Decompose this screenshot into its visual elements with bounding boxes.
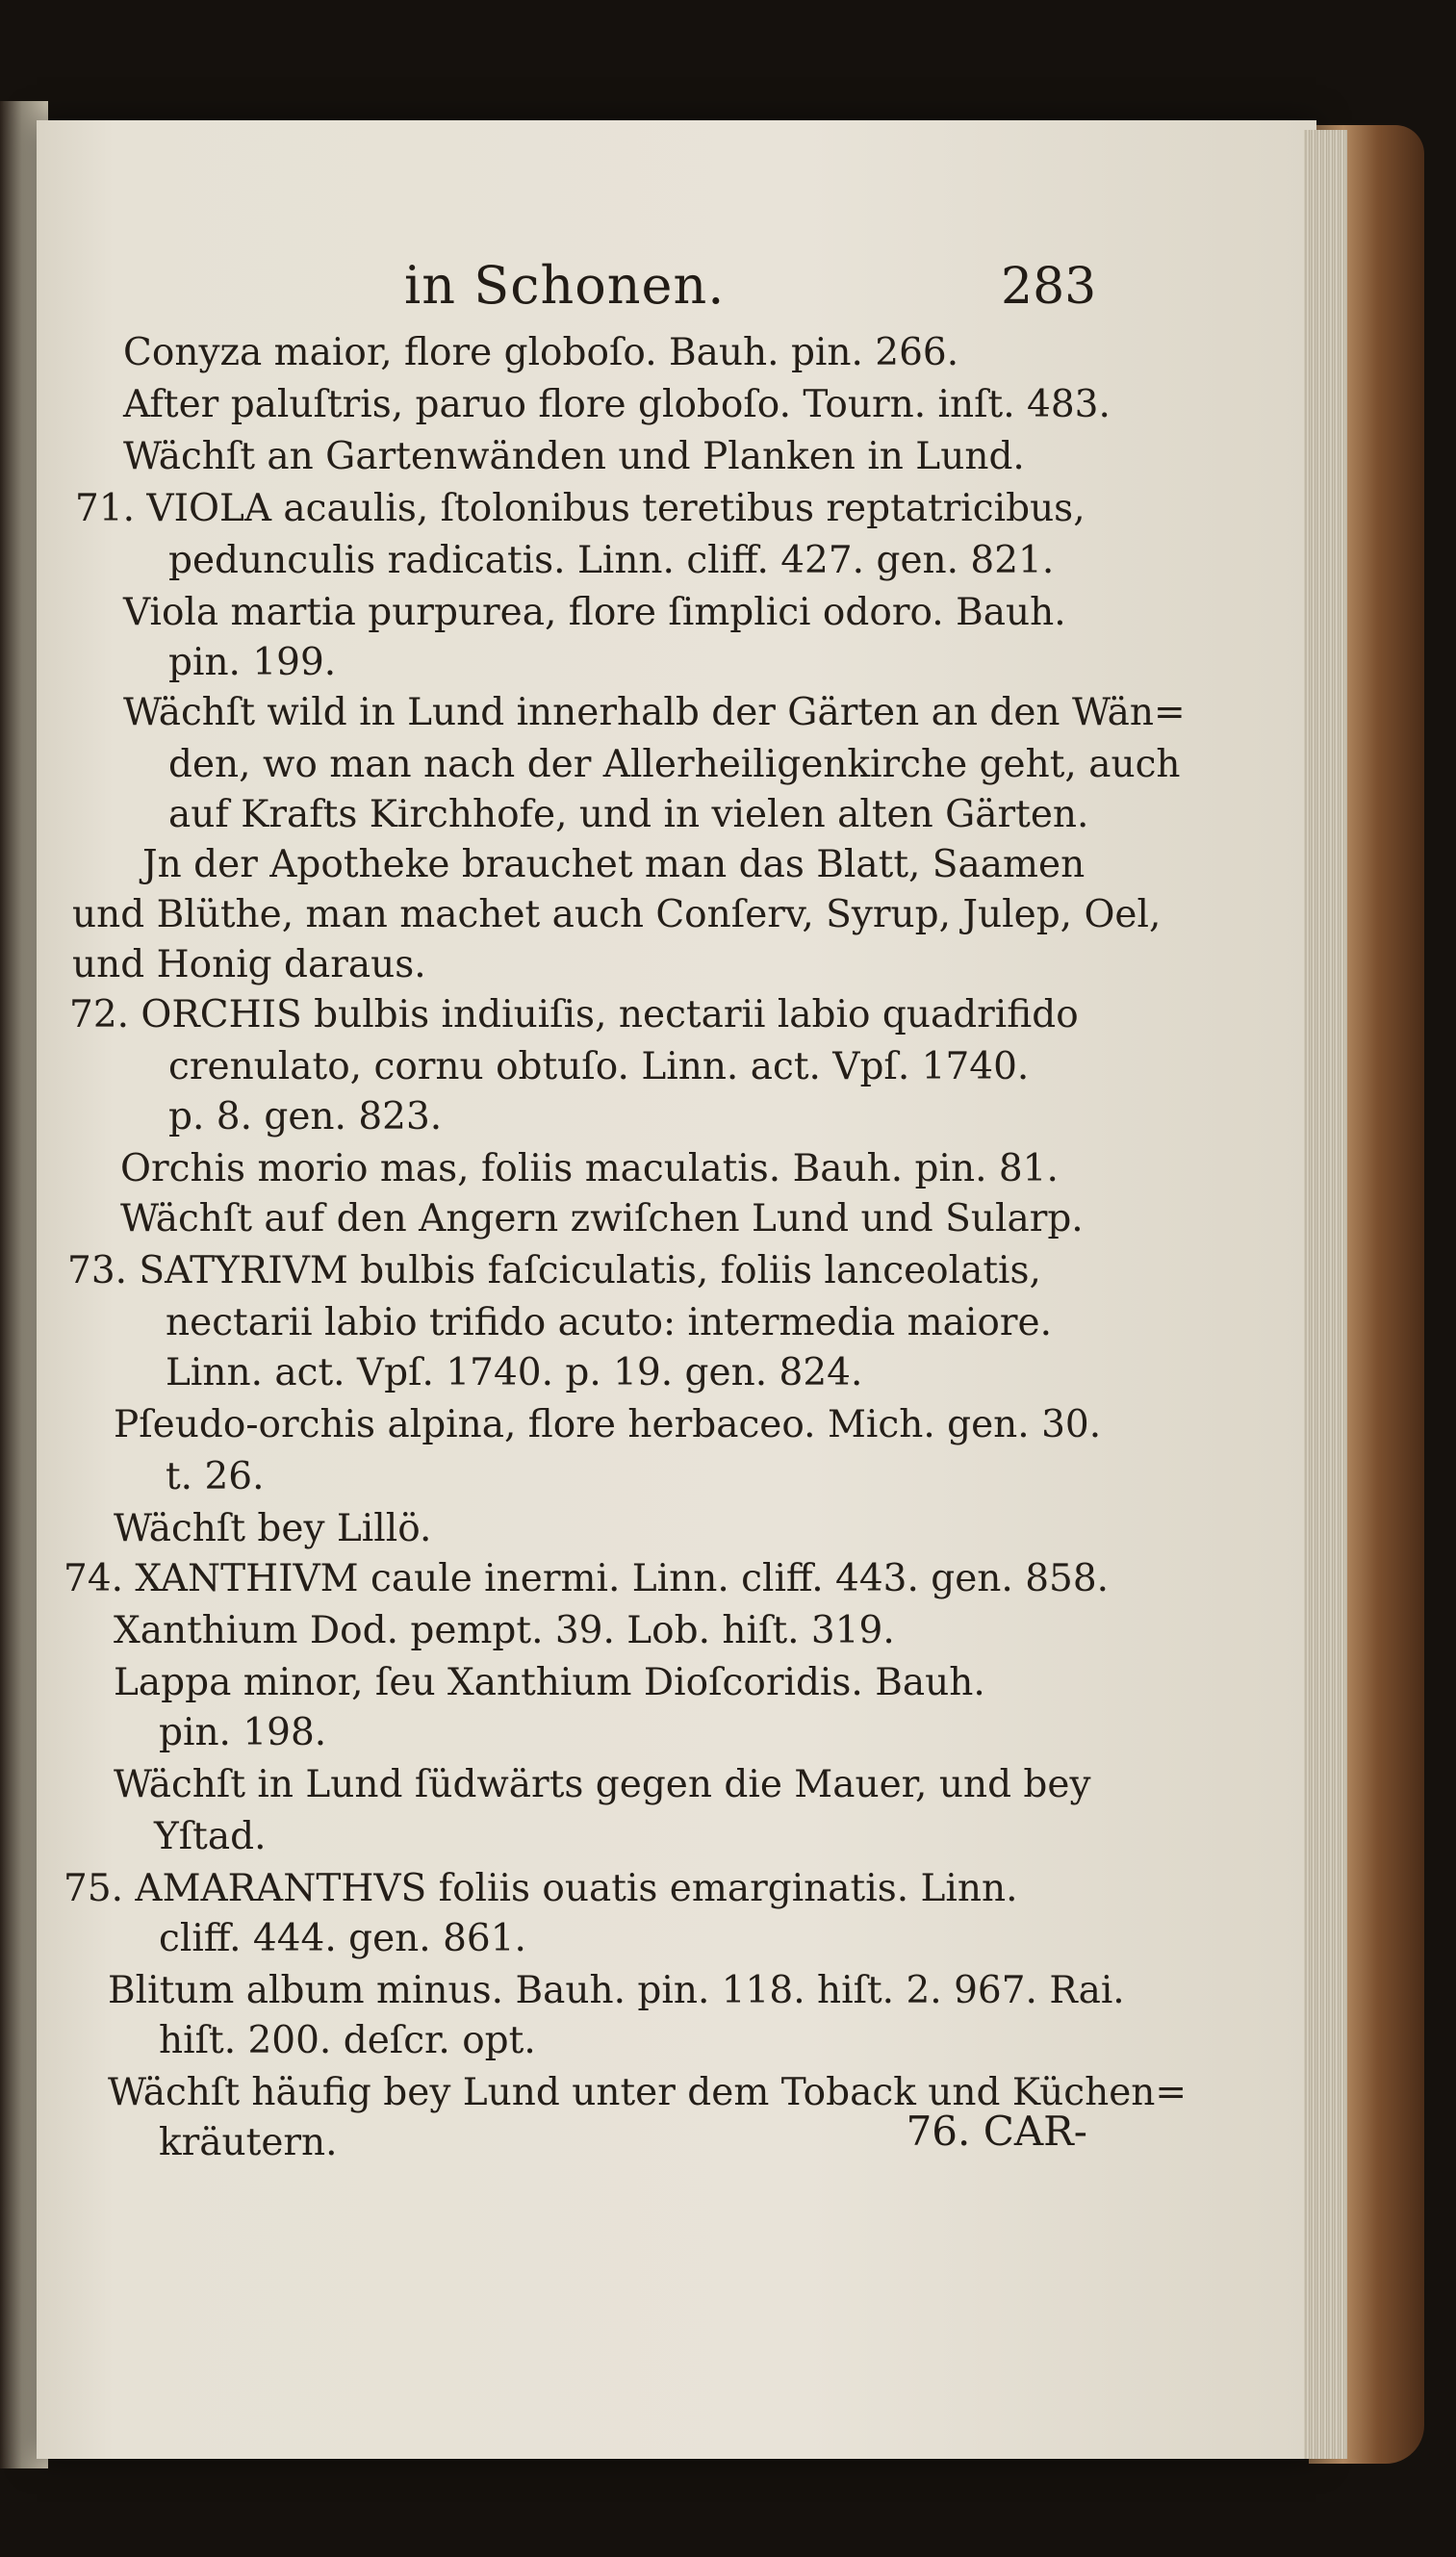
text-line: Pſeudo-orchis alpina, flore herbaceo. Mich. gen. 30.: [114, 1403, 1102, 1446]
text-line: Conyza maior, flore globoſo. Bauh. pin. 266.: [123, 331, 959, 374]
running-title: in Schonen.: [404, 255, 726, 316]
text-line: 72. ORCHIS bulbis indiuiſis, nectarii labio quadrifido: [69, 993, 1079, 1036]
text-line: Yſtad.: [154, 1815, 267, 1858]
text-line: Wächſt in Lund ſüdwärts gegen die Mauer, und bey: [114, 1763, 1091, 1806]
text-line: Viola martia purpurea, flore ſimplici odoro. Bauh.: [123, 591, 1066, 634]
text-line: 73. SATYRIVM bulbis faſciculatis, foliis lanceolatis,: [67, 1249, 1041, 1292]
text-line: pedunculis radicatis. Linn. cliff. 427. gen. 821.: [168, 539, 1055, 582]
page-number: 283: [1001, 258, 1097, 316]
text-line: cliff. 444. gen. 861.: [159, 1917, 526, 1960]
text-line: 71. VIOLA acaulis, ſtolonibus teretibus reptatricibus,: [75, 487, 1086, 530]
text-line: t. 26.: [166, 1455, 265, 1498]
text-line: kräutern.: [159, 2121, 338, 2164]
text-line: Linn. act. Vpſ. 1740. p. 19. gen. 824.: [166, 1351, 863, 1394]
text-line: pin. 199.: [168, 641, 337, 684]
catchword: 76. CAR-: [906, 2108, 1087, 2155]
text-line: nectarii labio trifido acuto: intermedia maiore.: [166, 1301, 1052, 1344]
text-line: p. 8. gen. 823.: [168, 1095, 443, 1138]
text-line: hiſt. 200. deſcr. opt.: [159, 2019, 536, 2062]
text-line: Wächſt auf den Angern zwiſchen Lund und Sularp.: [120, 1197, 1084, 1240]
text-line: Wächſt wild in Lund innerhalb der Gärten an den Wän=: [123, 691, 1186, 734]
text-line: Xanthium Dod. pempt. 39. Lob. hiſt. 319.: [114, 1609, 895, 1652]
text-line: Wächſt bey Lillö.: [114, 1507, 432, 1550]
text-line: auf Krafts Kirchhofe, und in vielen alten Gärten.: [168, 793, 1089, 836]
text-line: Blitum album minus. Bauh. pin. 118. hiſt. 2. 967. Rai.: [108, 1969, 1125, 2012]
text-line: und Honig daraus.: [72, 943, 426, 986]
text-line: crenulato, cornu obtuſo. Linn. act. Vpſ. 1740.: [168, 1045, 1030, 1088]
text-line: Jn der Apotheke brauchet man das Blatt, Saamen: [142, 843, 1086, 886]
text-line: 74. XANTHIVM caule inermi. Linn. cliff. 443. gen. 858.: [64, 1557, 1110, 1600]
text-line: 75. AMARANTHVS foliis ouatis emarginatis. Linn.: [64, 1867, 1018, 1910]
text-line: pin. 198.: [159, 1711, 327, 1754]
text-line: Lappa minor, ſeu Xanthium Dioſcoridis. Bauh.: [114, 1661, 985, 1704]
text-line: und Blüthe, man machet auch Conſerv, Syrup, Julep, Oel,: [72, 893, 1162, 936]
text-line: After paluſtris, paruo flore globoſo. Tourn. inſt. 483.: [123, 383, 1111, 426]
text-line: Wächſt an Gartenwänden und Planken in Lund.: [123, 435, 1025, 478]
text-line: Wächſt häufig bey Lund unter dem Toback und Küchen=: [108, 2071, 1188, 2114]
text-line: den, wo man nach der Allerheiligenkirche geht, auch: [168, 743, 1181, 786]
text-line: Orchis morio mas, foliis maculatis. Bauh. pin. 81.: [120, 1147, 1059, 1190]
